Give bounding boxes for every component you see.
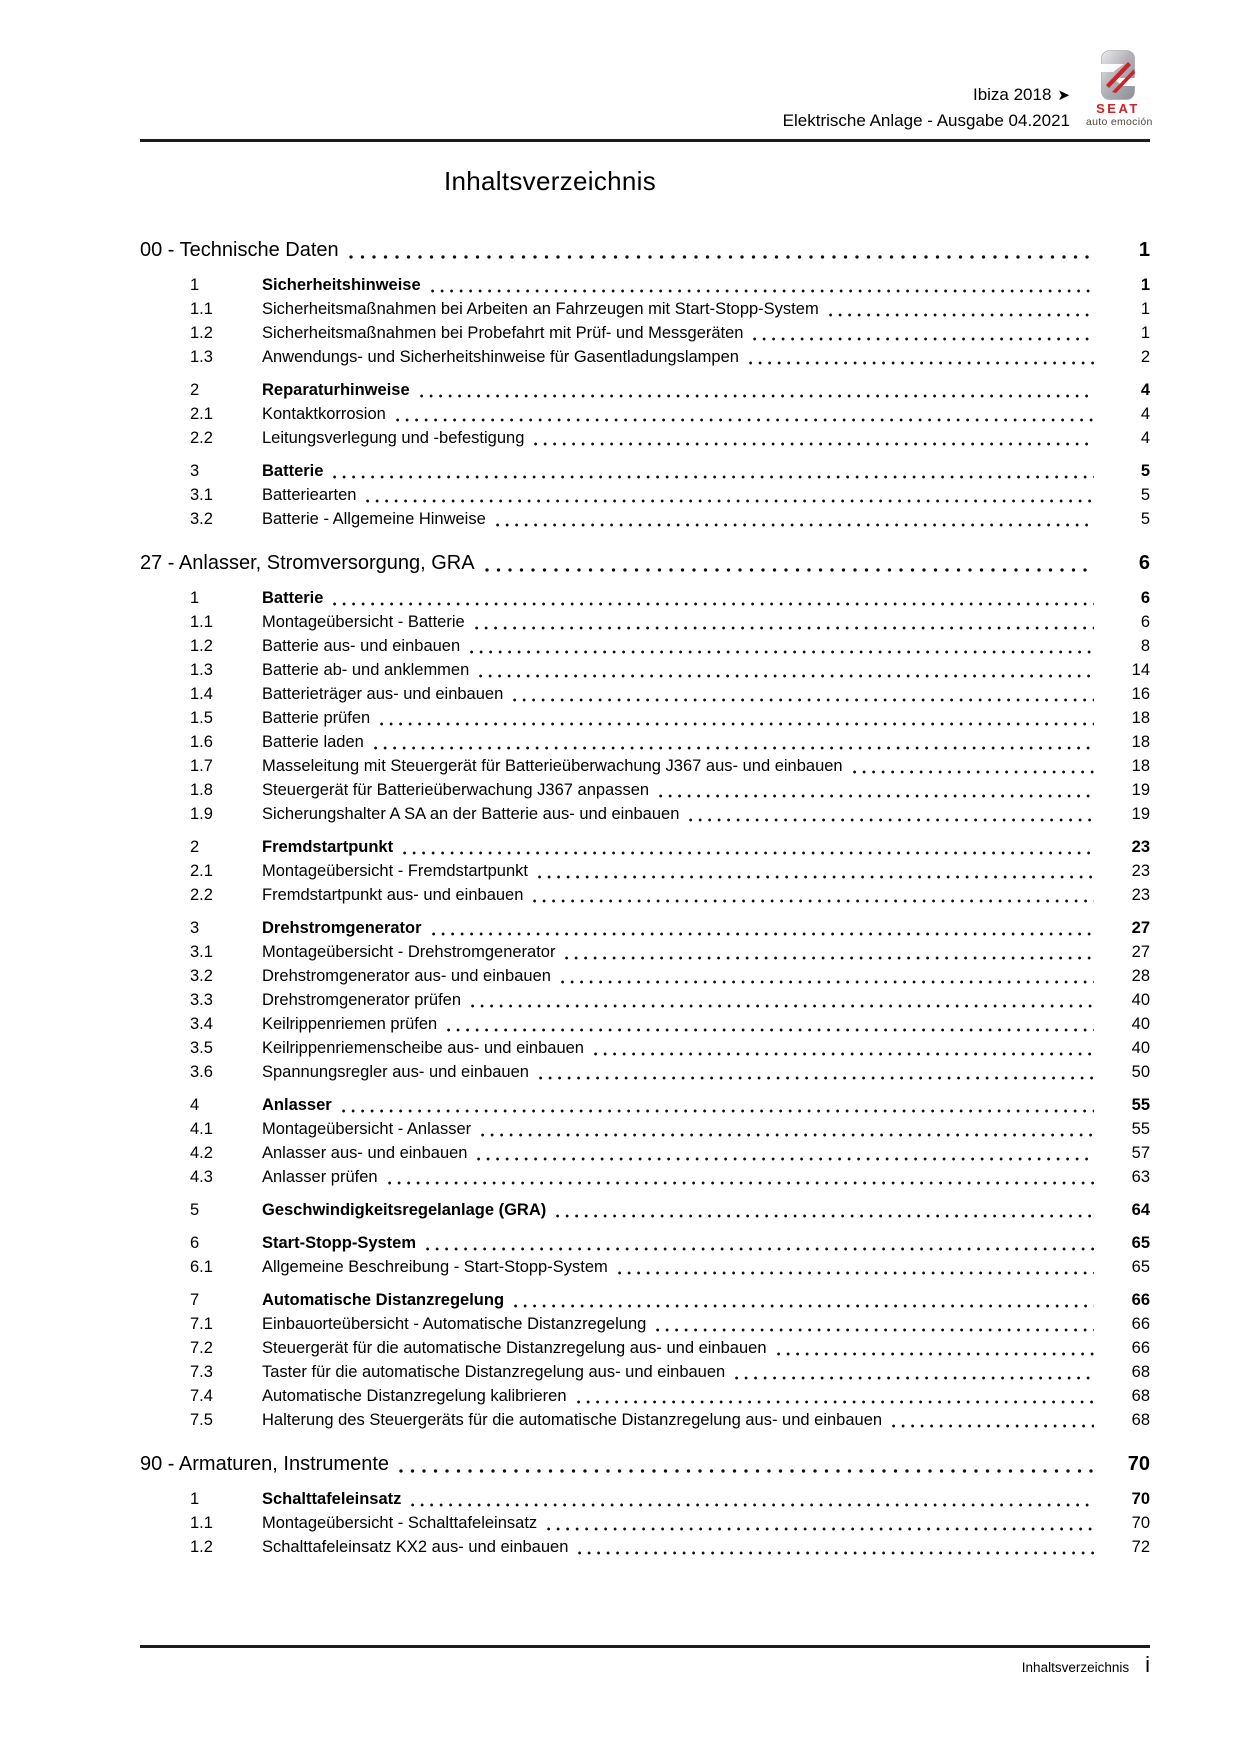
toc-page-number: 28 <box>1131 967 1150 985</box>
seat-wordmark: SEAT <box>1096 101 1140 116</box>
dot-leader <box>485 568 1094 572</box>
toc-page-number: 40 <box>1131 991 1150 1009</box>
dot-leader <box>380 722 1094 726</box>
toc-entry-title: Batterie - Allgemeine Hinweise <box>262 510 486 528</box>
toc-entry-number: 4.2 <box>190 1144 213 1162</box>
toc-entry-row[interactable] <box>140 586 1150 610</box>
page-header <box>140 0 1153 133</box>
toc-page-number: 57 <box>1131 1144 1150 1162</box>
dot-leader <box>578 1551 1094 1555</box>
dot-leader <box>556 1214 1094 1218</box>
dot-leader <box>659 794 1094 798</box>
header-rule <box>140 139 1150 142</box>
toc-entry-title: Sicherheitshinweise <box>262 276 421 294</box>
toc-entry-number: 1.7 <box>190 757 213 775</box>
toc-page-number: 1 <box>1138 239 1150 261</box>
toc-entry-number: 1.1 <box>190 1514 213 1532</box>
toc-chapter-row[interactable] <box>140 550 1150 577</box>
toc-entry-number: 1 <box>190 589 200 607</box>
toc-entry-row[interactable] <box>140 1231 1150 1255</box>
toc-entry-number: 3.2 <box>190 967 213 985</box>
toc-entry-title: Batterie <box>262 589 324 607</box>
toc-page-number: 66 <box>1131 1315 1150 1333</box>
toc-entry-title: Sicherungshalter A SA an der Batterie aus- und einbauen <box>262 805 680 823</box>
dot-leader <box>426 1247 1094 1251</box>
toc-entry-row[interactable] <box>140 1036 1150 1060</box>
toc-entry-row[interactable] <box>140 1408 1150 1432</box>
toc-entry-number: 6.1 <box>190 1258 213 1276</box>
dot-leader <box>565 956 1094 960</box>
toc-page-number: 55 <box>1131 1120 1150 1138</box>
page-footer <box>1022 1652 1150 1678</box>
toc-page-number: 18 <box>1131 709 1150 727</box>
toc-entry-row[interactable] <box>140 940 1150 964</box>
toc-page-number: 68 <box>1131 1411 1150 1429</box>
toc-entry-title: Batterieträger aus- und einbauen <box>262 685 504 703</box>
dot-leader <box>470 650 1094 654</box>
dot-leader <box>388 1181 1094 1185</box>
toc-entry-row[interactable] <box>140 730 1150 754</box>
toc-page-number: 5 <box>1140 486 1150 504</box>
toc-entry-title: Reparaturhinweise <box>262 381 410 399</box>
dot-leader <box>534 442 1094 446</box>
toc-entry-number: 1.4 <box>190 685 213 703</box>
toc-page-number: 23 <box>1131 862 1150 880</box>
toc-entry-number: 1 <box>190 276 200 294</box>
toc-entry-title: Fremdstartpunkt <box>262 838 394 856</box>
toc-entry-row[interactable] <box>140 507 1150 531</box>
dot-leader <box>411 1503 1094 1507</box>
toc-entry-title: Montageübersicht - Drehstromgenerator <box>262 943 556 961</box>
dot-leader <box>481 1133 1094 1137</box>
dot-leader <box>735 1376 1094 1380</box>
header-text <box>783 82 1070 133</box>
toc-page-number: 23 <box>1131 886 1150 904</box>
toc-entry-row[interactable] <box>140 859 1150 883</box>
toc-page-number: 66 <box>1131 1291 1150 1309</box>
toc-page-number: 14 <box>1131 661 1150 679</box>
toc-entry-title: Batterie laden <box>262 733 364 751</box>
dot-leader <box>538 875 1094 879</box>
dot-leader <box>333 475 1094 479</box>
toc-page-number: 68 <box>1131 1363 1150 1381</box>
toc-entry-row[interactable] <box>140 658 1150 682</box>
toc-entry-title: Batteriearten <box>262 486 357 504</box>
toc-entry-number: 1.8 <box>190 781 213 799</box>
toc-chapter-row[interactable] <box>140 237 1150 264</box>
toc-entry-row[interactable] <box>140 1487 1150 1511</box>
toc-entry-title: Anlasser <box>262 1096 332 1114</box>
dot-leader <box>432 932 1094 936</box>
toc-entry-row[interactable] <box>140 1312 1150 1336</box>
dot-leader <box>349 255 1094 259</box>
toc-page-number: 68 <box>1131 1387 1150 1405</box>
toc-entry-number: 4.1 <box>190 1120 213 1138</box>
toc-page-number: 64 <box>1131 1201 1150 1219</box>
toc-entry-number: 1.2 <box>190 1538 213 1556</box>
toc-page-number: 63 <box>1131 1168 1150 1186</box>
toc-entry-number: 3.5 <box>190 1039 213 1057</box>
dot-leader <box>513 698 1094 702</box>
toc-entry-title: Batterie ab- und anklemmen <box>262 661 470 679</box>
toc-entry-number: 4 <box>190 1096 200 1114</box>
footer-page-number: i <box>1145 1652 1150 1677</box>
toc-entry-title: Kontaktkorrosion <box>262 405 386 423</box>
toc-page-number: 4 <box>1140 381 1150 399</box>
dot-leader <box>342 1109 1094 1113</box>
toc-entry-title: Schalttafeleinsatz <box>262 1490 402 1508</box>
toc-page-number: 65 <box>1131 1234 1150 1252</box>
dot-leader <box>618 1271 1094 1275</box>
toc-page-number: 65 <box>1131 1258 1150 1276</box>
toc-entry-row[interactable] <box>140 1336 1150 1360</box>
toc-entry-title: Drehstromgenerator aus- und einbauen <box>262 967 551 985</box>
toc-entry-row[interactable] <box>140 682 1150 706</box>
toc-entry-number: 3 <box>190 919 200 937</box>
toc-entry-row[interactable] <box>140 778 1150 802</box>
toc-entry-title: Automatische Distanzregelung <box>262 1291 505 1309</box>
toc-entry-row[interactable] <box>140 916 1150 940</box>
toc-entry-number: 1 <box>190 1490 200 1508</box>
dot-leader <box>366 499 1094 503</box>
toc-page-number: 27 <box>1131 919 1150 937</box>
dot-leader <box>539 1076 1094 1080</box>
toc-entry-title: Drehstromgenerator prüfen <box>262 991 462 1009</box>
toc-entry-title: Einbauorteübersicht - Automatische Distanzregelung <box>262 1315 647 1333</box>
toc-entry-number: 2 <box>190 838 200 856</box>
dot-leader <box>399 1469 1094 1473</box>
toc-entry-number: 7.3 <box>190 1363 213 1381</box>
toc-entry-title: Steuergerät für die automatische Distanzregelung aus- und einbauen <box>262 1339 767 1357</box>
toc-entry-title: Halterung des Steuergeräts für die automatische Distanzregelung aus- und einbauen <box>262 1411 883 1429</box>
toc-entry-title: Batterie <box>262 462 324 480</box>
toc-entry-number: 7 <box>190 1291 200 1309</box>
dot-leader <box>514 1304 1094 1308</box>
toc-entry-row[interactable] <box>140 634 1150 658</box>
toc-entry-row[interactable] <box>140 1511 1150 1535</box>
dot-leader <box>829 313 1094 317</box>
toc <box>140 237 1150 1559</box>
toc-entry-row[interactable] <box>140 297 1150 321</box>
seat-emblem-icon <box>1101 50 1135 100</box>
toc-entry-row[interactable] <box>140 706 1150 730</box>
toc-entry-title: Anwendungs- und Sicherheitshinweise für Gasentladungslampen <box>262 348 739 366</box>
dot-leader <box>403 851 1094 855</box>
toc-entry-title: Spannungsregler aus- und einbauen <box>262 1063 529 1081</box>
toc-chapter-title: 27 - Anlasser, Stromversorgung, GRA <box>140 552 475 574</box>
dot-leader <box>477 1157 1094 1161</box>
toc-page-number: 2 <box>1140 348 1150 366</box>
toc-entry-row[interactable] <box>140 988 1150 1012</box>
toc-entry-title: Drehstromgenerator <box>262 919 422 937</box>
dot-leader <box>479 674 1094 678</box>
toc-page-number: 16 <box>1131 685 1150 703</box>
toc-entry-row[interactable] <box>140 378 1150 402</box>
toc-entry-row[interactable] <box>140 459 1150 483</box>
toc-entry-row[interactable] <box>140 1288 1150 1312</box>
toc-entry-title: Anlasser prüfen <box>262 1168 378 1186</box>
toc-entry-title: Start-Stopp-System <box>262 1234 417 1252</box>
toc-entry-row[interactable] <box>140 1384 1150 1408</box>
toc-page-number: 23 <box>1131 838 1150 856</box>
toc-entry-row[interactable] <box>140 1141 1150 1165</box>
dot-leader <box>333 602 1094 606</box>
toc-entry-row[interactable] <box>140 1255 1150 1279</box>
toc-entry-title: Automatische Distanzregelung kalibrieren <box>262 1387 567 1405</box>
footer-label: Inhaltsverzeichnis <box>1021 1660 1130 1675</box>
dot-leader <box>561 980 1094 984</box>
dot-leader <box>777 1352 1095 1356</box>
toc-entry-title: Montageübersicht - Schalttafeleinsatz <box>262 1514 538 1532</box>
toc-entry-title: Batterie prüfen <box>262 709 371 727</box>
page-title: Inhaltsverzeichnis <box>443 166 657 196</box>
toc-entry-number: 7.5 <box>190 1411 213 1429</box>
toc-page-number: 1 <box>1140 276 1150 294</box>
dot-leader <box>447 1028 1094 1032</box>
toc-page-number: 4 <box>1140 405 1150 423</box>
toc-entry-row[interactable] <box>140 802 1150 826</box>
toc-entry-title: Masseleitung mit Steuergerät für Batterieüberwachung J367 aus- und einbauen <box>262 757 843 775</box>
toc-entry-row[interactable] <box>140 1012 1150 1036</box>
dot-leader <box>753 337 1094 341</box>
dot-leader <box>471 1004 1094 1008</box>
toc-entry-row[interactable] <box>140 1198 1150 1222</box>
header-model: Ibiza 2018 <box>972 85 1052 104</box>
toc-page-number: 18 <box>1131 757 1150 775</box>
toc-page-number: 6 <box>1138 552 1150 574</box>
toc-entry-row[interactable] <box>140 402 1150 426</box>
toc-page-number: 66 <box>1131 1339 1150 1357</box>
toc-page-number: 5 <box>1140 510 1150 528</box>
dot-leader <box>420 394 1094 398</box>
dot-leader <box>853 770 1094 774</box>
toc-entry-title: Keilrippenriemenscheibe aus- und einbauen <box>262 1039 584 1057</box>
footer-rule <box>140 1645 1150 1648</box>
toc-page-number: 6 <box>1140 613 1150 631</box>
toc-page-number: 1 <box>1140 324 1150 342</box>
toc-page-number: 70 <box>1131 1490 1150 1508</box>
toc-entry-row[interactable] <box>140 964 1150 988</box>
toc-entry-number: 5 <box>190 1201 200 1219</box>
toc-page-number: 6 <box>1140 589 1150 607</box>
toc-entry-number: 3.3 <box>190 991 213 1009</box>
seat-tagline: auto emoción <box>1086 116 1153 128</box>
toc-entry-row[interactable] <box>140 1360 1150 1384</box>
toc-page-number: 72 <box>1131 1538 1150 1556</box>
toc-entry-number: 1.1 <box>190 613 213 631</box>
toc-entry-title: Fremdstartpunkt aus- und einbauen <box>262 886 524 904</box>
dot-leader <box>374 746 1094 750</box>
toc-entry-row[interactable] <box>140 321 1150 345</box>
toc-entry-row[interactable] <box>140 1117 1150 1141</box>
toc-entry-title: Montageübersicht - Anlasser <box>262 1120 472 1138</box>
toc-entry-row[interactable] <box>140 345 1150 369</box>
toc-entry-title: Montageübersicht - Fremdstartpunkt <box>262 862 528 880</box>
toc-page-number: 18 <box>1131 733 1150 751</box>
toc-entry-number: 1.3 <box>190 661 213 679</box>
toc-entry-number: 1.3 <box>190 348 213 366</box>
toc-entry-number: 7.1 <box>190 1315 213 1333</box>
toc-page-number: 40 <box>1131 1039 1150 1057</box>
toc-entry-row[interactable] <box>140 754 1150 778</box>
toc-page-number: 4 <box>1140 429 1150 447</box>
header-model-line <box>783 82 1070 108</box>
dot-leader <box>496 523 1094 527</box>
toc-entry-title: Anlasser aus- und einbauen <box>262 1144 468 1162</box>
dot-leader <box>689 818 1094 822</box>
header-doc-line: Elektrische Anlage - Ausgabe 04.2021 <box>782 111 1070 130</box>
toc-entry-row[interactable] <box>140 835 1150 859</box>
toc-entry-number: 2 <box>190 381 200 399</box>
seat-logo <box>1086 50 1153 128</box>
dot-leader <box>431 289 1094 293</box>
toc-entry-number: 3.4 <box>190 1015 213 1033</box>
toc-chapter-title: 90 - Armaturen, Instrumente <box>140 1453 390 1475</box>
toc-entry-title: Leitungsverlegung und -befestigung <box>262 429 525 447</box>
toc-entry-row[interactable] <box>140 1535 1150 1559</box>
toc-page-number: 19 <box>1131 805 1150 823</box>
toc-page-number: 19 <box>1131 781 1150 799</box>
toc-entry-row[interactable] <box>140 883 1150 907</box>
toc-entry-number: 7.2 <box>190 1339 213 1357</box>
toc-entry-row[interactable] <box>140 1165 1150 1189</box>
toc-entry-number: 2.2 <box>190 429 213 447</box>
toc-chapter-title: 00 - Technische Daten <box>140 239 339 261</box>
toc-entry-number: 3.1 <box>190 486 213 504</box>
toc-entry-row[interactable] <box>140 1093 1150 1117</box>
toc-entry-title: Allgemeine Beschreibung - Start-Stopp-System <box>262 1258 608 1276</box>
dot-leader <box>594 1052 1094 1056</box>
toc-entry-number: 2.1 <box>190 862 213 880</box>
toc-page-number: 5 <box>1140 462 1150 480</box>
toc-entry-title: Geschwindigkeitsregelanlage (GRA) <box>262 1201 547 1219</box>
toc-page-number: 70 <box>1127 1453 1150 1475</box>
toc-entry-number: 1.6 <box>190 733 213 751</box>
toc-page-number: 50 <box>1131 1063 1150 1081</box>
toc-entry-title: Batterie aus- und einbauen <box>262 637 461 655</box>
toc-entry-row[interactable] <box>140 426 1150 450</box>
toc-entry-number: 1.2 <box>190 637 213 655</box>
toc-chapter-row[interactable] <box>140 1451 1150 1478</box>
dot-leader <box>547 1527 1094 1531</box>
toc-entry-row[interactable] <box>140 610 1150 634</box>
dot-leader <box>892 1424 1094 1428</box>
dot-leader <box>577 1400 1095 1404</box>
toc-entry-number: 1.1 <box>190 300 213 318</box>
toc-entry-number: 3.6 <box>190 1063 213 1081</box>
toc-entry-number: 1.2 <box>190 324 213 342</box>
toc-entry-title: Montageübersicht - Batterie <box>262 613 465 631</box>
toc-entry-number: 3 <box>190 462 200 480</box>
toc-entry-title: Keilrippenriemen prüfen <box>262 1015 438 1033</box>
toc-entry-title: Sicherheitsmaßnahmen bei Arbeiten an Fahrzeugen mit Start-Stopp-System <box>262 300 819 318</box>
toc-entry-title: Taster für die automatische Distanzregelung aus- und einbauen <box>262 1363 726 1381</box>
toc-page-number: 27 <box>1131 943 1150 961</box>
toc-entry-number: 1.5 <box>190 709 213 727</box>
toc-entry-number: 2.2 <box>190 886 213 904</box>
toc-entry-row[interactable] <box>140 1060 1150 1084</box>
toc-entry-title: Schalttafeleinsatz KX2 aus- und einbauen <box>262 1538 569 1556</box>
forward-arrow-icon: ➤ <box>1057 87 1070 104</box>
dot-leader <box>749 361 1094 365</box>
toc-entry-number: 6 <box>190 1234 200 1252</box>
toc-page-number: 40 <box>1131 1015 1150 1033</box>
dot-leader <box>396 418 1094 422</box>
toc-entry-number: 3.2 <box>190 510 213 528</box>
toc-entry-row[interactable] <box>140 483 1150 507</box>
dot-leader <box>475 626 1094 630</box>
toc-entry-number: 2.1 <box>190 405 213 423</box>
toc-page-number: 70 <box>1131 1514 1150 1532</box>
toc-page-number: 1 <box>1140 300 1150 318</box>
dot-leader <box>533 899 1094 903</box>
toc-entry-number: 7.4 <box>190 1387 213 1405</box>
dot-leader <box>656 1328 1094 1332</box>
toc-entry-number: 4.3 <box>190 1168 213 1186</box>
toc-entry-row[interactable] <box>140 273 1150 297</box>
toc-entry-title: Steuergerät für Batterieüberwachung J367 anpassen <box>262 781 650 799</box>
toc-page-number: 55 <box>1131 1096 1150 1114</box>
toc-page-number: 8 <box>1140 637 1150 655</box>
toc-entry-number: 1.9 <box>190 805 213 823</box>
toc-entry-title: Sicherheitsmaßnahmen bei Probefahrt mit Prüf- und Messgeräten <box>262 324 744 342</box>
toc-entry-number: 3.1 <box>190 943 213 961</box>
